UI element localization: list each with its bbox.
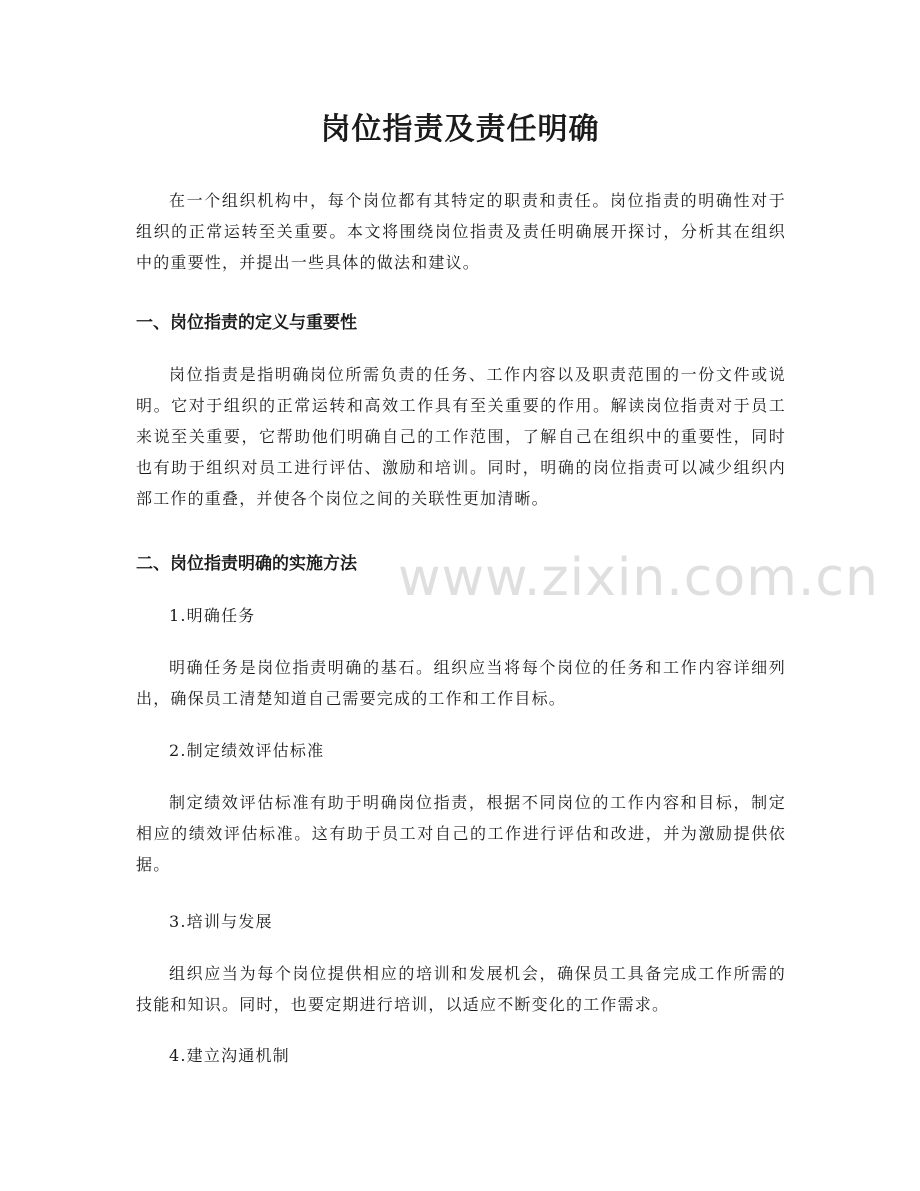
- item-2-paragraph: 制定绩效评估标准有助于明确岗位指责，根据不同岗位的工作内容和目标，制定相应的绩效评估标准。这有助于员工对自己的工作进行评估和改进，并为激励提供依据。: [136, 793, 786, 874]
- item-1-paragraph: 明确任务是岗位指责明确的基石。组织应当将每个岗位的任务和工作内容详细列出，确保员工清楚知道自己需要完成的工作和工作目标。: [136, 658, 786, 708]
- section-2-heading: 二、岗位指责明确的实施方法: [136, 554, 357, 574]
- item-2-label: 2.制定绩效评估标准: [169, 741, 325, 760]
- item-3-label: 3.培训与发展: [169, 912, 273, 931]
- section-1-heading: 一、岗位指责的定义与重要性: [136, 313, 357, 333]
- document-title: 岗位指责及责任明确: [320, 112, 600, 147]
- intro-paragraph: 在一个组织机构中，每个岗位都有其特定的职责和责任。岗位指责的明确性对于组织的正常运转至关重要。本文将围绕岗位指责及责任明确展开探讨，分析其在组织中的重要性，并提出一些具体的做法和建议。: [136, 191, 786, 272]
- item-1-label: 1.明确任务: [169, 606, 256, 625]
- site-watermark: www.zixin.com.cn: [398, 548, 879, 608]
- item-3-paragraph: 组织应当为每个岗位提供相应的培训和发展机会，确保员工具备完成工作所需的技能和知识。同时，也要定期进行培训，以适应不断变化的工作需求。: [136, 964, 786, 1014]
- section-1-paragraph: 岗位指责是指明确岗位所需负责的任务、工作内容以及职责范围的一份文件或说明。它对于组织的正常运转和高效工作具有至关重要的作用。解读岗位指责对于员工来说至关重要，它帮助他们明确自己的工作范围，了解自己在组织中的重要性，同时也有助于组织对员工进行评估、激励和培训。同时，明确的岗位指责可以减少组织内部工作的重叠，并使各个岗位之间的关联性更加清晰。: [136, 365, 786, 508]
- item-4-label: 4.建立沟通机制: [169, 1046, 290, 1065]
